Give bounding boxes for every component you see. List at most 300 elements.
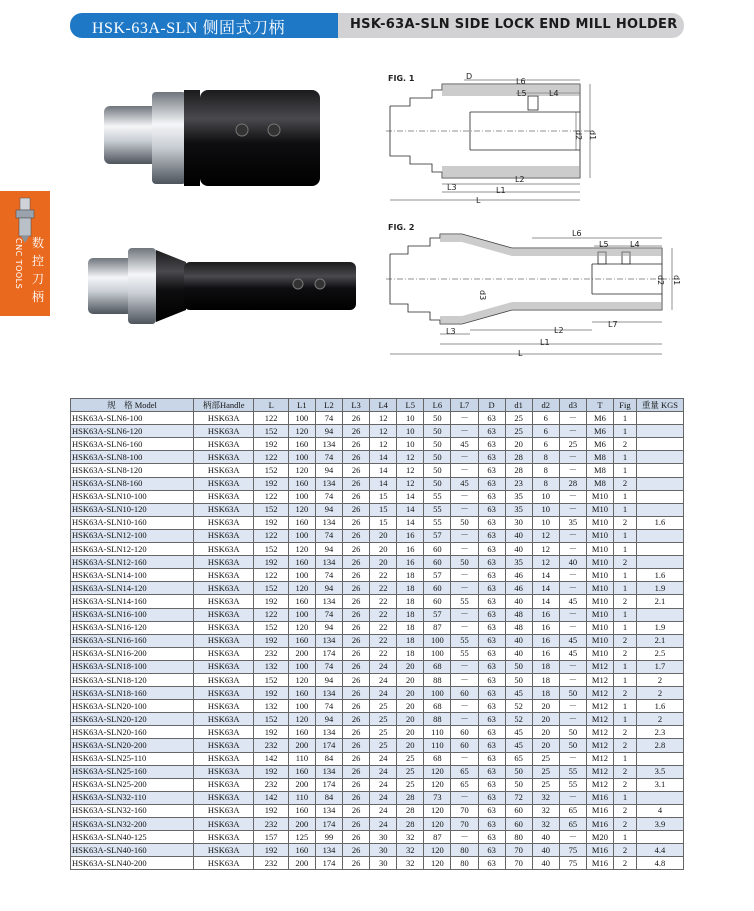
model-cell: HSK63A-SLN10-100: [71, 490, 194, 503]
table-cell: 10: [532, 490, 559, 503]
table-cell: 192: [254, 726, 288, 739]
table-cell: 122: [254, 490, 288, 503]
table-cell: 84: [315, 791, 342, 804]
table-cell: 14: [370, 464, 397, 477]
table-cell: 24: [370, 765, 397, 778]
table-cell: －: [451, 700, 478, 713]
table-cell: 22: [370, 608, 397, 621]
table-cell: 10: [532, 503, 559, 516]
model-cell: HSK63A-SLN12-120: [71, 543, 194, 556]
table-cell: 14: [370, 451, 397, 464]
side-tab-char-4: 柄: [31, 290, 44, 304]
table-cell: 160: [288, 687, 315, 700]
side-tab-cn-text: [31, 234, 45, 306]
table-cell: HSK63A: [194, 529, 254, 542]
table-cell: HSK63A: [194, 804, 254, 817]
table-cell: 110: [288, 791, 315, 804]
model-cell: HSK63A-SLN40-200: [71, 857, 194, 870]
table-cell: 10: [532, 516, 559, 529]
table-cell: 55: [559, 765, 586, 778]
table-cell: 26: [343, 425, 370, 438]
table-cell: 100: [288, 451, 315, 464]
table-row: [71, 464, 684, 477]
table-cell: HSK63A: [194, 582, 254, 595]
table-cell: 134: [315, 516, 342, 529]
table-cell: 50: [451, 556, 478, 569]
table-cell: －: [559, 673, 586, 686]
table-cell: M6: [586, 425, 613, 438]
table-cell: 55: [451, 595, 478, 608]
table-cell: M12: [586, 752, 613, 765]
table-cell: 26: [343, 477, 370, 490]
table-cell: －: [559, 660, 586, 673]
column-header: d2: [532, 399, 559, 412]
table-cell: 26: [343, 739, 370, 752]
table-cell: 20: [397, 700, 424, 713]
table-cell: 157: [254, 831, 288, 844]
table-cell: －: [451, 490, 478, 503]
table-cell: 2: [636, 713, 683, 726]
table-cell: 120: [424, 765, 451, 778]
table-cell: 70: [451, 818, 478, 831]
table-cell: 87: [424, 621, 451, 634]
spec-table: [70, 398, 684, 870]
table-cell: －: [559, 700, 586, 713]
table-cell: 63: [478, 713, 505, 726]
table-cell: 200: [288, 739, 315, 752]
table-row: [71, 765, 684, 778]
fig2-dim-d3: d3: [478, 290, 487, 301]
table-cell: 134: [315, 726, 342, 739]
table-cell: 160: [288, 595, 315, 608]
table-cell: 232: [254, 857, 288, 870]
table-cell: HSK63A: [194, 700, 254, 713]
table-cell: M12: [586, 700, 613, 713]
table-row: [71, 739, 684, 752]
table-cell: 160: [288, 765, 315, 778]
table-row: [71, 556, 684, 569]
table-row: [71, 857, 684, 870]
table-cell: 60: [451, 687, 478, 700]
table-cell: 52: [505, 700, 532, 713]
table-cell: M16: [586, 857, 613, 870]
table-cell: 26: [343, 634, 370, 647]
table-cell: 28: [397, 791, 424, 804]
table-cell: 26: [343, 647, 370, 660]
table-cell: 25: [397, 778, 424, 791]
table-cell: M10: [586, 543, 613, 556]
table-cell: M10: [586, 634, 613, 647]
table-cell: 174: [315, 857, 342, 870]
table-cell: 63: [478, 425, 505, 438]
table-cell: 63: [478, 438, 505, 451]
table-cell: 100: [424, 634, 451, 647]
table-cell: 152: [254, 582, 288, 595]
table-cell: 134: [315, 844, 342, 857]
table-cell: 26: [343, 516, 370, 529]
table-row: [71, 516, 684, 529]
table-cell: 15: [370, 503, 397, 516]
table-cell: 18: [397, 608, 424, 621]
table-cell: 84: [315, 752, 342, 765]
table-cell: HSK63A: [194, 438, 254, 451]
table-cell: HSK63A: [194, 477, 254, 490]
model-cell: HSK63A-SLN32-200: [71, 818, 194, 831]
fig2-dim-L: L: [518, 349, 523, 358]
table-row: [71, 700, 684, 713]
table-cell: 46: [505, 582, 532, 595]
table-cell: 63: [478, 765, 505, 778]
table-cell: －: [451, 660, 478, 673]
table-cell: 63: [478, 490, 505, 503]
table-cell: 25: [370, 713, 397, 726]
table-cell: 88: [424, 673, 451, 686]
table-cell: 1: [613, 660, 636, 673]
table-cell: M10: [586, 582, 613, 595]
table-cell: HSK63A: [194, 844, 254, 857]
fig1-dim-L4: L4: [549, 89, 559, 98]
table-cell: 152: [254, 673, 288, 686]
table-cell: －: [559, 412, 586, 425]
table-cell: 232: [254, 818, 288, 831]
table-cell: 1.6: [636, 569, 683, 582]
table-cell: 60: [505, 804, 532, 817]
table-cell: HSK63A: [194, 778, 254, 791]
table-cell: 94: [315, 464, 342, 477]
table-row: [71, 818, 684, 831]
table-cell: 134: [315, 556, 342, 569]
model-cell: HSK63A-SLN32-110: [71, 791, 194, 804]
table-cell: 134: [315, 477, 342, 490]
table-cell: 160: [288, 516, 315, 529]
table-row: [71, 687, 684, 700]
table-cell: 63: [478, 818, 505, 831]
table-cell: 30: [505, 516, 532, 529]
table-cell: 12: [370, 412, 397, 425]
table-cell: 232: [254, 778, 288, 791]
table-cell: HSK63A: [194, 634, 254, 647]
table-cell: 70: [505, 857, 532, 870]
model-cell: HSK63A-SLN6-120: [71, 425, 194, 438]
table-cell: [636, 490, 683, 503]
table-cell: 16: [397, 529, 424, 542]
page-title-cn: HSK-63A-SLN 侧固式刀柄: [92, 20, 285, 37]
fig1-dim-L2: L2: [515, 175, 525, 184]
table-cell: 50: [424, 477, 451, 490]
table-cell: [636, 438, 683, 451]
model-cell: HSK63A-SLN18-100: [71, 660, 194, 673]
fig1-dim-L3: L3: [447, 183, 457, 192]
table-cell: 35: [505, 556, 532, 569]
table-cell: 22: [370, 647, 397, 660]
table-cell: 20: [397, 713, 424, 726]
table-row: [71, 778, 684, 791]
model-cell: HSK63A-SLN10-120: [71, 503, 194, 516]
table-cell: 15: [370, 490, 397, 503]
model-cell: HSK63A-SLN25-160: [71, 765, 194, 778]
table-cell: －: [451, 608, 478, 621]
table-cell: 120: [288, 425, 315, 438]
table-cell: 152: [254, 713, 288, 726]
table-cell: 26: [343, 595, 370, 608]
model-cell: HSK63A-SLN40-125: [71, 831, 194, 844]
table-cell: 55: [451, 634, 478, 647]
table-cell: 14: [370, 477, 397, 490]
table-cell: HSK63A: [194, 713, 254, 726]
table-cell: [636, 529, 683, 542]
table-cell: 94: [315, 503, 342, 516]
table-cell: M10: [586, 556, 613, 569]
table-cell: M10: [586, 516, 613, 529]
table-cell: 40: [505, 543, 532, 556]
table-cell: 3.9: [636, 818, 683, 831]
table-cell: 63: [478, 503, 505, 516]
table-cell: 74: [315, 660, 342, 673]
column-header: d1: [505, 399, 532, 412]
table-cell: 134: [315, 595, 342, 608]
model-cell: HSK63A-SLN10-160: [71, 516, 194, 529]
fig1-dim-d2: d2: [574, 130, 583, 141]
table-cell: 2.1: [636, 634, 683, 647]
table-cell: 16: [397, 556, 424, 569]
model-cell: HSK63A-SLN12-160: [71, 556, 194, 569]
table-cell: HSK63A: [194, 739, 254, 752]
table-cell: 2.1: [636, 595, 683, 608]
table-cell: 45: [451, 477, 478, 490]
column-header: 规 格 Model: [71, 399, 194, 412]
table-cell: 70: [505, 844, 532, 857]
fig2-dim-L1: L1: [540, 338, 550, 347]
table-cell: 2: [613, 804, 636, 817]
table-cell: M12: [586, 765, 613, 778]
table-cell: 63: [478, 464, 505, 477]
table-cell: 63: [478, 647, 505, 660]
table-cell: 35: [505, 503, 532, 516]
table-cell: 35: [559, 516, 586, 529]
table-cell: 65: [451, 765, 478, 778]
table-cell: －: [559, 451, 586, 464]
table-cell: －: [559, 831, 586, 844]
table-cell: －: [559, 503, 586, 516]
table-cell: 1: [613, 673, 636, 686]
table-cell: 63: [478, 569, 505, 582]
table-cell: 1.6: [636, 516, 683, 529]
table-cell: 12: [397, 477, 424, 490]
table-cell: M10: [586, 595, 613, 608]
table-cell: 2: [613, 726, 636, 739]
table-cell: 26: [343, 503, 370, 516]
table-row: [71, 412, 684, 425]
table-cell: 65: [559, 804, 586, 817]
table-cell: 2.8: [636, 739, 683, 752]
table-cell: 192: [254, 765, 288, 778]
model-cell: HSK63A-SLN6-100: [71, 412, 194, 425]
model-cell: HSK63A-SLN20-100: [71, 700, 194, 713]
table-row: [71, 543, 684, 556]
table-cell: 40: [559, 556, 586, 569]
table-cell: [636, 791, 683, 804]
table-cell: 45: [559, 634, 586, 647]
table-cell: 25: [397, 752, 424, 765]
table-cell: 74: [315, 451, 342, 464]
table-cell: 2.3: [636, 726, 683, 739]
table-cell: 16: [397, 543, 424, 556]
table-cell: 63: [478, 791, 505, 804]
table-cell: 63: [478, 556, 505, 569]
table-cell: 160: [288, 726, 315, 739]
table-cell: 192: [254, 844, 288, 857]
table-cell: 120: [424, 804, 451, 817]
column-header: D: [478, 399, 505, 412]
table-cell: 18: [397, 621, 424, 634]
table-cell: －: [559, 569, 586, 582]
model-cell: HSK63A-SLN14-160: [71, 595, 194, 608]
table-cell: 60: [424, 595, 451, 608]
fig1-dim-L1: L1: [496, 186, 506, 195]
table-cell: 26: [343, 529, 370, 542]
model-cell: HSK63A-SLN8-100: [71, 451, 194, 464]
table-cell: [636, 412, 683, 425]
table-cell: 160: [288, 438, 315, 451]
table-cell: 200: [288, 857, 315, 870]
table-cell: HSK63A: [194, 451, 254, 464]
table-cell: [636, 425, 683, 438]
table-cell: [636, 503, 683, 516]
table-cell: M6: [586, 412, 613, 425]
table-cell: 200: [288, 778, 315, 791]
fig1-technical-drawing: [380, 68, 690, 208]
table-cell: [636, 543, 683, 556]
table-cell: －: [559, 752, 586, 765]
table-cell: 14: [532, 569, 559, 582]
table-cell: 134: [315, 765, 342, 778]
table-cell: 142: [254, 752, 288, 765]
table-cell: 12: [397, 451, 424, 464]
table-cell: 73: [424, 791, 451, 804]
column-header: L2: [315, 399, 342, 412]
column-header: 重量 KGS: [636, 399, 683, 412]
table-cell: 45: [559, 595, 586, 608]
table-cell: 63: [478, 804, 505, 817]
table-cell: 30: [370, 857, 397, 870]
table-row: [71, 490, 684, 503]
column-header: L3: [343, 399, 370, 412]
table-cell: 28: [505, 451, 532, 464]
table-cell: 55: [424, 516, 451, 529]
table-cell: HSK63A: [194, 569, 254, 582]
table-cell: 152: [254, 621, 288, 634]
table-cell: 1: [613, 464, 636, 477]
table-cell: 63: [478, 752, 505, 765]
table-cell: 24: [370, 660, 397, 673]
model-cell: HSK63A-SLN16-200: [71, 647, 194, 660]
table-cell: 26: [343, 660, 370, 673]
table-cell: 74: [315, 608, 342, 621]
table-cell: 25: [370, 700, 397, 713]
table-cell: M16: [586, 818, 613, 831]
table-cell: 100: [288, 608, 315, 621]
table-cell: 6: [532, 412, 559, 425]
table-cell: 74: [315, 569, 342, 582]
table-cell: 63: [478, 739, 505, 752]
table-cell: 1: [613, 569, 636, 582]
table-cell: 24: [370, 673, 397, 686]
table-cell: －: [451, 831, 478, 844]
fig2-dim-L2: L2: [554, 326, 564, 335]
table-cell: 35: [505, 490, 532, 503]
fig2-dim-L5: L5: [599, 240, 609, 249]
table-cell: 63: [478, 831, 505, 844]
table-cell: 192: [254, 477, 288, 490]
table-cell: 24: [370, 818, 397, 831]
table-cell: 2: [613, 778, 636, 791]
table-cell: 2: [613, 647, 636, 660]
table-cell: 15: [370, 516, 397, 529]
table-cell: 26: [343, 451, 370, 464]
side-tab-char-2: 控: [31, 254, 44, 268]
table-cell: 50: [559, 739, 586, 752]
table-cell: 28: [397, 804, 424, 817]
table-cell: 55: [559, 778, 586, 791]
table-cell: －: [559, 543, 586, 556]
table-cell: 88: [424, 713, 451, 726]
table-cell: 110: [288, 752, 315, 765]
table-cell: 20: [532, 739, 559, 752]
column-header: L: [254, 399, 288, 412]
table-cell: －: [451, 791, 478, 804]
table-cell: 26: [343, 765, 370, 778]
table-cell: HSK63A: [194, 673, 254, 686]
table-cell: HSK63A: [194, 831, 254, 844]
table-cell: 45: [505, 726, 532, 739]
table-cell: 132: [254, 700, 288, 713]
table-cell: HSK63A: [194, 791, 254, 804]
table-cell: －: [559, 608, 586, 621]
table-cell: 192: [254, 516, 288, 529]
table-cell: 10: [397, 438, 424, 451]
table-cell: 1: [613, 451, 636, 464]
table-cell: 192: [254, 634, 288, 647]
table-cell: 46: [505, 569, 532, 582]
table-cell: 50: [424, 464, 451, 477]
column-header: L6: [424, 399, 451, 412]
table-cell: 2: [613, 595, 636, 608]
table-cell: 12: [532, 556, 559, 569]
table-cell: 63: [478, 451, 505, 464]
table-cell: M8: [586, 464, 613, 477]
table-cell: 32: [532, 818, 559, 831]
table-cell: －: [451, 412, 478, 425]
table-cell: 32: [532, 791, 559, 804]
table-cell: 63: [478, 608, 505, 621]
table-cell: －: [559, 464, 586, 477]
table-cell: M12: [586, 673, 613, 686]
table-cell: 24: [370, 804, 397, 817]
table-cell: 68: [424, 700, 451, 713]
table-cell: 4: [636, 804, 683, 817]
table-cell: 63: [478, 673, 505, 686]
model-cell: HSK63A-SLN6-160: [71, 438, 194, 451]
table-cell: 32: [532, 804, 559, 817]
table-cell: 174: [315, 818, 342, 831]
column-header: L4: [370, 399, 397, 412]
table-cell: M12: [586, 660, 613, 673]
table-cell: M12: [586, 778, 613, 791]
table-cell: 60: [424, 582, 451, 595]
table-cell: 24: [370, 791, 397, 804]
table-cell: 160: [288, 844, 315, 857]
table-cell: 152: [254, 543, 288, 556]
